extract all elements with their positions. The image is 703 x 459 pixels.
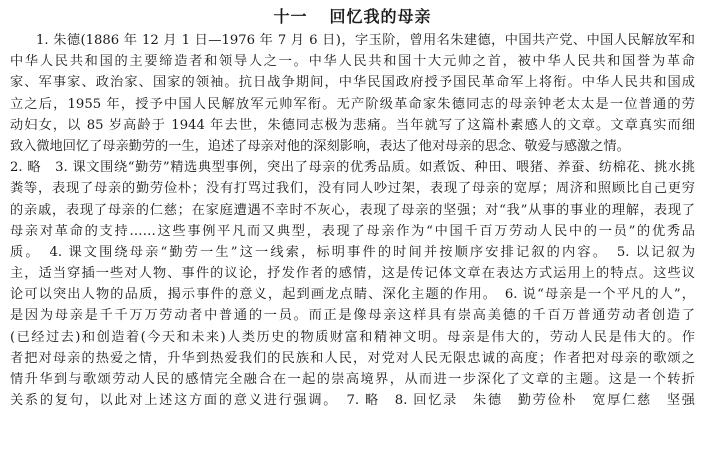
text-line: 论可以突出人物的品质，揭示事件的意义，起到画龙点睛、深化主题的作用。 6. 说“母亲是一个平凡的人”， [10,287,695,303]
answer-body [10,30,695,411]
text-line: 者把对母亲的热爱之情，升华到热爱我们的民族和人民，对党对人民无限忠诚的高度；作者把对母亲的歌颂之 [10,350,695,366]
text-line: 质。 4. 课文围绕母亲“勤劳一生”这一线索，标明事件的时间并按顺序安排记叙的内容。 5. 以记叙为 [10,244,695,260]
text-line: 情升华到与歌颂劳动人民的感情完全融合在一起的崇高境界，从而进一步深化了文章的主题。这是一个转折 [10,372,695,387]
text-line: 母亲对革命的支持……这些事例平凡而又典型，表现了母亲作为“中国千百万劳动人民中的一员”的优秀品 [10,223,695,239]
text-line: 粪等，表现了母亲的勤劳俭朴；没有打骂过我们，没有同人吵过架，表现了母亲的宽厚；周济和照顾比自己更穷 [10,181,695,197]
text-line: 是因为母亲是千千万万劳动者中普通的一员。而正是像母亲这样具有崇高美德的千百万普通劳动者创造了 [10,308,695,324]
text-line: 致入微地回忆了母亲勤劳的一生，追述了母亲对他的深刻影响，表达了他对母亲的思念、敬爱与感激之情。 [10,138,630,154]
section-title-text: 回忆我的母亲 [329,7,432,26]
section-title [10,6,695,30]
text-line: 主，适当穿插一些对人物、事件的议论，抒发作者的感情，这是传记体文章在表达方式运用上的特点。这些议 [10,266,695,282]
text-line: (已经过去)和创造着(今天和未来)人类历史的物质财富和精神文明。母亲是伟大的，劳动人民是伟大的。作 [10,329,695,345]
text-line: 1. 朱德(1886 年 12 月 1 日—1976 年 7 月 6 日)，字玉阶，曾用名朱建德，中国共产党、中国人民解放军和 [36,33,695,48]
text-line: 立之后，1955 年，授予中国人民解放军元帅军衔。无产阶级革命家朱德同志的母亲钟老太太是一位普通的劳 [10,96,695,112]
text-line: 中华人民共和国的主要缔造者和领导人之一。中华人民共和国十大元帅之首，被中华人民共和国誉为革命 [10,54,695,70]
text-line: 的亲戚，表现了母亲的仁慈；在家庭遭遇不幸时不灰心，表现了母亲的坚强；对“我”从事的事业的理解，表现了 [10,202,695,218]
text-line: 家、军事家、政治家、国家的领袖。抗日战争期间，中华民国政府授予国民革命军上将衔。中华人民共和国成 [10,75,695,91]
text-line: 关系的复句，以此对上述这方面的意义进行强调。 7. 略 8. 回忆录 朱德 勤劳俭朴 宽厚仁慈 坚强 [10,393,695,409]
text-line: 2. 略 3. 课文围绕“勤劳”精选典型事例，突出了母亲的优秀品质。如煮饭、种田、喂猪、养蚕、纺棉花、挑水挑 [10,160,695,176]
text-line: 动妇女，以 85 岁高龄于 1944 年去世，朱德同志极为悲痛。当年就写了这篇朴素感人的文章。文章真实而细 [10,117,695,133]
section-number: 十一 [273,7,308,26]
